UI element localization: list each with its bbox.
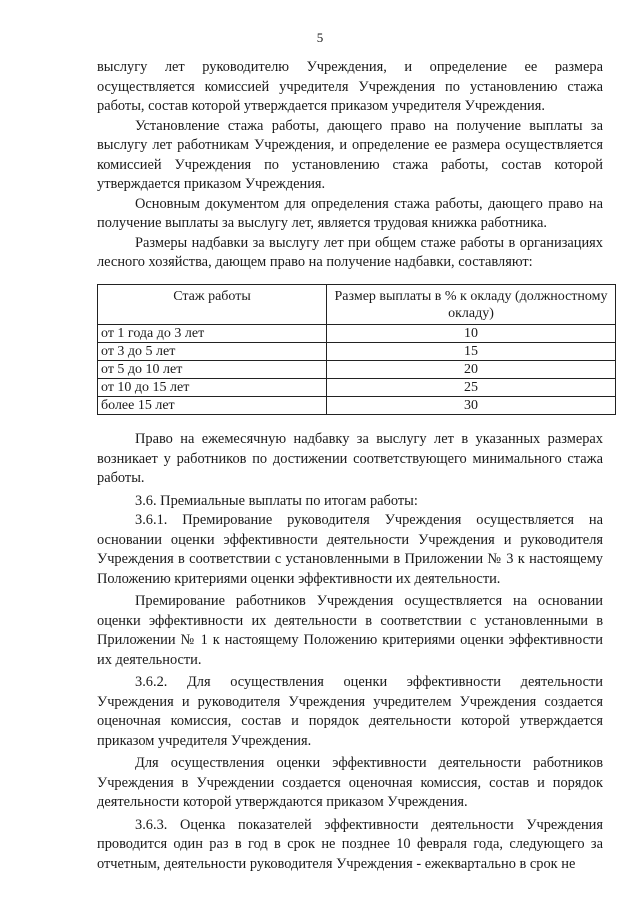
paragraph-allowance-sizes: Размеры надбавки за выслугу лет при общем стаже работы в организациях лесного хозяйства, дающем право на получение надбавки, составляют:	[97, 234, 603, 270]
cell-period: более 15 лет	[98, 397, 327, 415]
table-row	[98, 397, 616, 415]
cell-rate: 20	[327, 361, 616, 379]
table-row	[98, 379, 616, 397]
text-block-lower	[97, 430, 603, 874]
cell-period: от 10 до 15 лет	[98, 379, 327, 397]
cell-period: от 3 до 5 лет	[98, 343, 327, 361]
cell-rate: 10	[327, 325, 616, 343]
cell-rate: 30	[327, 397, 616, 415]
paragraph-3-6-2: 3.6.2. Для осуществления оценки эффективности деятельности Учреждения и руководителя Учреждения учредителем Учреждения создается оценочная комиссия, состав и порядок деятельности которой утверждается приказом учредителя Учреждения.	[97, 674, 603, 749]
paragraph-main-document: Основным документом для определения стажа работы, дающего право на получение выплаты за выслугу лет, является трудовая книжка работника.	[97, 195, 603, 231]
cell-period: от 5 до 10 лет	[98, 361, 327, 379]
cell-period: от 1 года до 3 лет	[98, 325, 327, 343]
header-payment-rate: Размер выплаты в % к окладу (должностному окладу)	[327, 285, 616, 325]
paragraph-allowance-right: Право на ежемесячную надбавку за выслугу лет в указанных размерах возникает у работников по достижении соответствующего минимального стажа работы.	[97, 431, 603, 486]
text-block-upper	[97, 58, 603, 273]
section-heading-3-6: 3.6. Премиальные выплаты по итогам работы:	[135, 492, 418, 509]
paragraph-staff-commission: Для осуществления оценки эффективности деятельности работников Учреждения в Учреждении создается оценочная комиссия, состав и порядок деятельности которой утверждаются приказом Учреждения.	[97, 755, 603, 810]
paragraph-3-6-1: 3.6.1. Премирование руководителя Учреждения осуществляется на основании оценки эффективности деятельности Учреждения и руководителя Учреждения в соответствии с установленными в Приложении № 3 к настоящему Положению критериями оценки эффективности их деятельности.	[97, 512, 603, 587]
paragraph-staff-seniority: Установление стажа работы, дающего право на получение выплаты за выслугу лет работникам Учреждения, и определение ее размера осуществляется комиссией Учреждения по установлению стажа работы, состав которой утверждается приказом Учреждения.	[97, 117, 603, 192]
paragraph-3-6-3: 3.6.3. Оценка показателей эффективности деятельности Учреждения проводится один раз в год в срок не позднее 10 февраля года, следующего за отчетным, деятельности руководителя Учреждения - ежеквартально в срок не	[97, 816, 603, 872]
paragraph-continuation: выслугу лет руководителю Учреждения, и определение ее размера осуществляется комиссией учредителя Учреждения по установлению стажа работы, состав которой утверждается приказом учредителя Учреждения.	[97, 59, 603, 114]
header-seniority: Стаж работы	[98, 285, 327, 325]
table-header-row	[98, 285, 616, 325]
table-row	[98, 343, 616, 361]
table-row	[98, 325, 616, 343]
seniority-table	[97, 284, 616, 415]
page-number: 5	[316, 30, 324, 45]
cell-rate: 15	[327, 343, 616, 361]
paragraph-staff-bonus: Премирование работников Учреждения осуществляется на основании оценки эффективности их деятельности в соответствии с установленными в Приложении № 1 к настоящему Положению критериями оценки эффективности их деятельности.	[97, 593, 603, 668]
cell-rate: 25	[327, 379, 616, 397]
table-row	[98, 361, 616, 379]
